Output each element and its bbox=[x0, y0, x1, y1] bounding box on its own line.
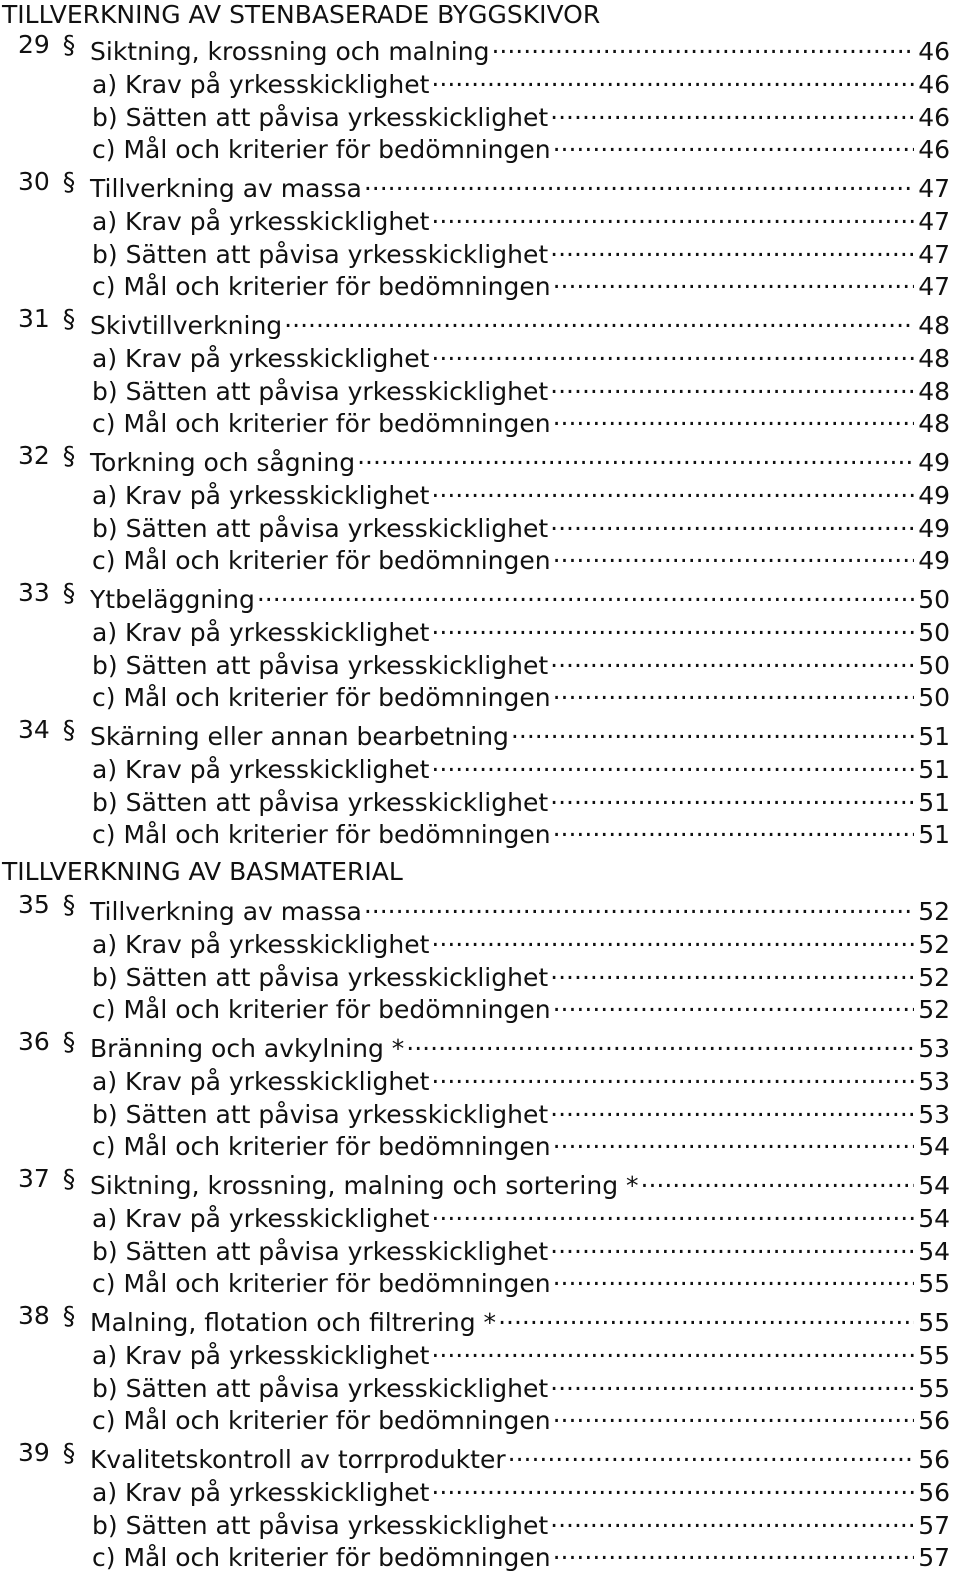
section-number: 29 bbox=[18, 30, 50, 59]
section-title: Malning, flotation och filtrering * bbox=[90, 1308, 497, 1337]
page-number: 50 bbox=[918, 683, 950, 713]
dot-leader bbox=[553, 265, 914, 295]
page-number: 56 bbox=[918, 1406, 950, 1436]
dot-leader bbox=[553, 676, 914, 706]
section-symbol-icon: § bbox=[62, 1164, 76, 1193]
toc-subsection-entry[interactable] bbox=[92, 644, 950, 680]
page-number: 54 bbox=[918, 1203, 950, 1233]
subsection-title: a) Krav på yrkesskicklighet bbox=[92, 1477, 430, 1507]
dot-leader bbox=[641, 1164, 914, 1194]
dot-leader bbox=[431, 1334, 914, 1364]
dot-leader bbox=[553, 128, 914, 158]
page-number: 48 bbox=[918, 311, 950, 340]
dot-leader bbox=[284, 304, 914, 334]
subsection-title: c) Mål och kriterier för bedömningen bbox=[92, 1269, 551, 1299]
subsection-title: a) Krav på yrkesskicklighet bbox=[92, 343, 430, 373]
dot-leader bbox=[431, 923, 914, 953]
page-number: 53 bbox=[918, 1066, 950, 1096]
section-title: Bränning och avkylning * bbox=[90, 1034, 405, 1063]
toc-subsection-entry[interactable] bbox=[92, 748, 950, 784]
toc-subsection-entry[interactable] bbox=[92, 1399, 950, 1436]
dot-leader bbox=[553, 1536, 914, 1566]
subsection-title: b) Sätten att påvisa yrkesskicklighet bbox=[92, 1099, 549, 1129]
dot-leader bbox=[550, 644, 914, 674]
subsection-title: a) Krav på yrkesskicklighet bbox=[92, 754, 430, 784]
page-number: 52 bbox=[918, 929, 950, 959]
section-title: Skivtillverkning bbox=[90, 311, 283, 340]
toc-subsection-entry[interactable] bbox=[92, 200, 950, 236]
toc-subsection-entry[interactable] bbox=[92, 1197, 950, 1233]
subsection-title: b) Sätten att påvisa yrkesskicklighet bbox=[92, 1510, 549, 1540]
dot-leader bbox=[550, 507, 914, 537]
toc-subsection-entry[interactable] bbox=[92, 1367, 950, 1403]
subsection-title: a) Krav på yrkesskicklighet bbox=[92, 69, 430, 99]
section-title: Siktning, krossning och malning bbox=[90, 37, 490, 66]
dot-leader bbox=[550, 1093, 914, 1123]
dot-leader bbox=[498, 1301, 914, 1331]
subsection-title: c) Mål och kriterier för bedömningen bbox=[92, 995, 551, 1025]
section-symbol-icon: § bbox=[62, 304, 76, 333]
page-number: 51 bbox=[918, 754, 950, 784]
dot-leader bbox=[553, 1262, 914, 1292]
page-number: 49 bbox=[918, 448, 950, 477]
section-number: 33 bbox=[18, 578, 50, 607]
subsection-title: c) Mål och kriterier för bedömningen bbox=[92, 409, 551, 439]
dot-leader bbox=[406, 1027, 914, 1057]
toc-subsection-entry[interactable] bbox=[92, 956, 950, 992]
toc-subsection-entry[interactable] bbox=[92, 233, 950, 269]
section-title: Skärning eller annan bearbetning bbox=[90, 722, 509, 751]
section-number: 34 bbox=[18, 715, 50, 744]
dot-leader bbox=[431, 474, 914, 504]
toc-subsection-entry[interactable] bbox=[92, 813, 950, 850]
page-number: 47 bbox=[918, 174, 950, 203]
toc-section-entry[interactable] bbox=[18, 578, 950, 614]
subsection-title: a) Krav på yrkesskicklighet bbox=[92, 929, 430, 959]
section-symbol-icon: § bbox=[62, 1438, 76, 1467]
dot-leader bbox=[553, 813, 914, 843]
dot-leader bbox=[431, 748, 914, 778]
toc-subsection-entry[interactable] bbox=[92, 63, 950, 99]
page-number: 57 bbox=[918, 1543, 950, 1573]
page-number: 47 bbox=[918, 206, 950, 236]
toc-subsection-entry[interactable] bbox=[92, 1471, 950, 1507]
toc-section-entry[interactable] bbox=[18, 1438, 950, 1474]
toc-subsection-entry[interactable] bbox=[92, 988, 950, 1025]
page-number: 51 bbox=[918, 722, 950, 751]
toc-subsection-entry[interactable] bbox=[92, 507, 950, 543]
toc-heading: TILLVERKNING AV BASMATERIAL bbox=[2, 857, 403, 886]
toc-subsection-entry[interactable] bbox=[92, 676, 950, 713]
toc-subsection-entry[interactable] bbox=[92, 96, 950, 132]
toc-subsection-entry[interactable] bbox=[92, 1230, 950, 1266]
toc-subsection-entry[interactable] bbox=[92, 265, 950, 302]
toc-subsection-entry[interactable] bbox=[92, 1334, 950, 1370]
toc-subsection-entry[interactable] bbox=[92, 1262, 950, 1299]
subsection-title: c) Mål och kriterier för bedömningen bbox=[92, 683, 551, 713]
page-number: 46 bbox=[918, 135, 950, 165]
page-number: 50 bbox=[918, 650, 950, 680]
section-number: 30 bbox=[18, 167, 50, 196]
dot-leader bbox=[431, 63, 914, 93]
dot-leader bbox=[257, 578, 914, 608]
subsection-title: b) Sätten att påvisa yrkesskicklighet bbox=[92, 102, 549, 132]
subsection-title: b) Sätten att påvisa yrkesskicklighet bbox=[92, 962, 549, 992]
section-title: Kvalitetskontroll av torrprodukter bbox=[90, 1445, 506, 1474]
subsection-title: a) Krav på yrkesskicklighet bbox=[92, 1066, 430, 1096]
dot-leader bbox=[553, 1399, 914, 1429]
section-title: Tillverkning av massa bbox=[90, 174, 362, 203]
toc-section-entry[interactable] bbox=[18, 1027, 950, 1063]
page-number: 46 bbox=[918, 69, 950, 99]
dot-leader bbox=[431, 200, 914, 230]
section-symbol-icon: § bbox=[62, 441, 76, 470]
section-symbol-icon: § bbox=[62, 578, 76, 607]
subsection-title: c) Mål och kriterier för bedömningen bbox=[92, 1543, 551, 1573]
section-number: 35 bbox=[18, 890, 50, 919]
dot-leader bbox=[431, 1197, 914, 1227]
page-number: 57 bbox=[918, 1510, 950, 1540]
page-number: 49 bbox=[918, 513, 950, 543]
page-number: 48 bbox=[918, 409, 950, 439]
page-number: 53 bbox=[918, 1099, 950, 1129]
toc-heading: TILLVERKNING AV STENBASERADE BYGGSKIVOR bbox=[2, 0, 601, 29]
toc-section-entry[interactable] bbox=[18, 167, 950, 203]
page-number: 54 bbox=[918, 1132, 950, 1162]
section-number: 36 bbox=[18, 1027, 50, 1056]
dot-leader bbox=[553, 1125, 914, 1155]
page-number: 56 bbox=[918, 1445, 950, 1474]
subsection-title: a) Krav på yrkesskicklighet bbox=[92, 206, 430, 236]
dot-leader bbox=[550, 233, 914, 263]
page-number: 52 bbox=[918, 995, 950, 1025]
toc-subsection-entry[interactable] bbox=[92, 370, 950, 406]
toc-subsection-entry[interactable] bbox=[92, 1060, 950, 1096]
toc-section-entry[interactable] bbox=[18, 441, 950, 477]
subsection-title: b) Sätten att påvisa yrkesskicklighet bbox=[92, 376, 549, 406]
section-title: Tillverkning av massa bbox=[90, 897, 362, 926]
page-number: 46 bbox=[918, 37, 950, 66]
section-number: 37 bbox=[18, 1164, 50, 1193]
section-number: 31 bbox=[18, 304, 50, 333]
page-number: 48 bbox=[918, 376, 950, 406]
section-number: 39 bbox=[18, 1438, 50, 1467]
page-number: 51 bbox=[918, 787, 950, 817]
toc-section-entry[interactable] bbox=[18, 30, 950, 66]
dot-leader bbox=[553, 988, 914, 1018]
toc-section-entry[interactable] bbox=[18, 890, 950, 926]
toc-subsection-entry[interactable] bbox=[92, 337, 950, 373]
page-number: 49 bbox=[918, 480, 950, 510]
toc-subsection-entry[interactable] bbox=[92, 611, 950, 647]
subsection-title: c) Mål och kriterier för bedömningen bbox=[92, 820, 551, 850]
toc-subsection-entry[interactable] bbox=[92, 539, 950, 576]
dot-leader bbox=[431, 1471, 914, 1501]
page-number: 50 bbox=[918, 585, 950, 614]
section-title: Ytbeläggning bbox=[90, 585, 255, 614]
section-symbol-icon: § bbox=[62, 1301, 76, 1330]
dot-leader bbox=[553, 539, 914, 569]
dot-leader bbox=[364, 890, 914, 920]
subsection-title: a) Krav på yrkesskicklighet bbox=[92, 1203, 430, 1233]
subsection-title: c) Mål och kriterier för bedömningen bbox=[92, 1406, 551, 1436]
dot-leader bbox=[357, 441, 914, 471]
dot-leader bbox=[550, 370, 914, 400]
toc-section-entry[interactable] bbox=[18, 1164, 950, 1200]
toc-subsection-entry[interactable] bbox=[92, 402, 950, 439]
page-number: 47 bbox=[918, 272, 950, 302]
section-symbol-icon: § bbox=[62, 715, 76, 744]
page-number: 56 bbox=[918, 1477, 950, 1507]
subsection-title: b) Sätten att påvisa yrkesskicklighet bbox=[92, 787, 549, 817]
subsection-title: a) Krav på yrkesskicklighet bbox=[92, 617, 430, 647]
page-number: 52 bbox=[918, 962, 950, 992]
dot-leader bbox=[550, 1367, 914, 1397]
subsection-title: b) Sätten att påvisa yrkesskicklighet bbox=[92, 1236, 549, 1266]
toc-subsection-entry[interactable] bbox=[92, 1125, 950, 1162]
subsection-title: c) Mål och kriterier för bedömningen bbox=[92, 272, 551, 302]
dot-leader bbox=[550, 956, 914, 986]
toc-section-entry[interactable] bbox=[18, 304, 950, 340]
subsection-title: c) Mål och kriterier för bedömningen bbox=[92, 135, 551, 165]
section-symbol-icon: § bbox=[62, 167, 76, 196]
toc-subsection-entry[interactable] bbox=[92, 1536, 950, 1573]
page-number: 48 bbox=[918, 343, 950, 373]
toc-section-entry[interactable] bbox=[18, 715, 950, 751]
section-title: Siktning, krossning, malning och sortering * bbox=[90, 1171, 639, 1200]
dot-leader bbox=[491, 30, 914, 60]
section-number: 32 bbox=[18, 441, 50, 470]
dot-leader bbox=[550, 1504, 914, 1534]
subsection-title: b) Sätten att påvisa yrkesskicklighet bbox=[92, 1373, 549, 1403]
page-number: 54 bbox=[918, 1171, 950, 1200]
page-number: 55 bbox=[918, 1308, 950, 1337]
subsection-title: b) Sätten att påvisa yrkesskicklighet bbox=[92, 513, 549, 543]
section-title: Torkning och sågning bbox=[90, 448, 356, 477]
subsection-title: a) Krav på yrkesskicklighet bbox=[92, 480, 430, 510]
page-number: 54 bbox=[918, 1236, 950, 1266]
dot-leader bbox=[550, 96, 914, 126]
toc-subsection-entry[interactable] bbox=[92, 923, 950, 959]
page-number: 50 bbox=[918, 617, 950, 647]
dot-leader bbox=[431, 611, 914, 641]
section-symbol-icon: § bbox=[62, 890, 76, 919]
dot-leader bbox=[553, 402, 914, 432]
toc-subsection-entry[interactable] bbox=[92, 1093, 950, 1129]
page-number: 46 bbox=[918, 102, 950, 132]
page-number: 55 bbox=[918, 1373, 950, 1403]
toc-subsection-entry[interactable] bbox=[92, 1504, 950, 1540]
toc-subsection-entry[interactable] bbox=[92, 474, 950, 510]
subsection-title: c) Mål och kriterier för bedömningen bbox=[92, 546, 551, 576]
subsection-title: b) Sätten att påvisa yrkesskicklighet bbox=[92, 650, 549, 680]
toc-subsection-entry[interactable] bbox=[92, 781, 950, 817]
section-number: 38 bbox=[18, 1301, 50, 1330]
dot-leader bbox=[431, 1060, 914, 1090]
page-number: 51 bbox=[918, 820, 950, 850]
dot-leader bbox=[431, 337, 914, 367]
dot-leader bbox=[550, 1230, 914, 1260]
page-number: 52 bbox=[918, 897, 950, 926]
page-number: 47 bbox=[918, 239, 950, 269]
toc-subsection-entry[interactable] bbox=[92, 128, 950, 165]
dot-leader bbox=[550, 781, 914, 811]
page-number: 53 bbox=[918, 1034, 950, 1063]
subsection-title: c) Mål och kriterier för bedömningen bbox=[92, 1132, 551, 1162]
toc-section-entry[interactable] bbox=[18, 1301, 950, 1337]
dot-leader bbox=[508, 1438, 914, 1468]
page-number: 55 bbox=[918, 1340, 950, 1370]
subsection-title: a) Krav på yrkesskicklighet bbox=[92, 1340, 430, 1370]
section-symbol-icon: § bbox=[62, 30, 76, 59]
dot-leader bbox=[511, 715, 914, 745]
section-symbol-icon: § bbox=[62, 1027, 76, 1056]
subsection-title: b) Sätten att påvisa yrkesskicklighet bbox=[92, 239, 549, 269]
page-number: 49 bbox=[918, 546, 950, 576]
dot-leader bbox=[364, 167, 914, 197]
page-number: 55 bbox=[918, 1269, 950, 1299]
